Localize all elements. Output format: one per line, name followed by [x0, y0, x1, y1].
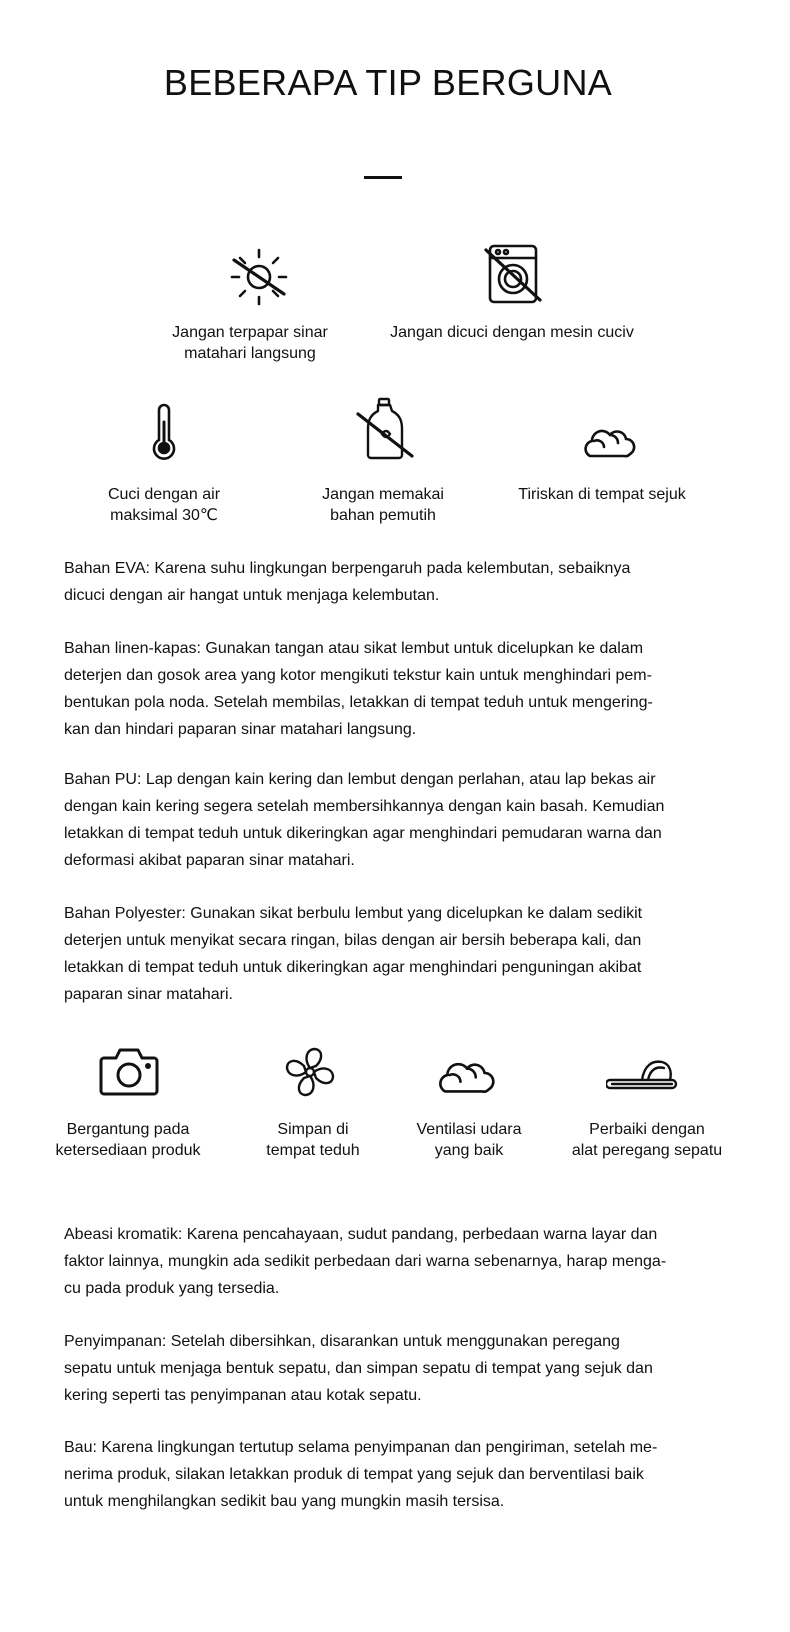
- cloud-icon: [434, 1050, 500, 1098]
- storage-label-stretcher: Perbaiki dengan alat peregang sepatu: [571, 1121, 723, 1159]
- page-title: BEBERAPA TIP BERGUNA: [163, 62, 613, 103]
- paragraph-eva: Bahan EVA: Karena suhu lingkungan berpengaruh pada kelembutan, sebaiknya dicuci dengan air hangat untuk menjaga kelembutan.: [64, 560, 631, 604]
- note-chromatic: Abeasi kromatik: Karena pencahayaan, sudut pandang, perbedaan warna layar dan faktor lainnya, mungkin ada sedikit perbedaan dari warna sebenarnya, harap menga- cu pada produk yang tersedia.: [64, 1226, 667, 1297]
- storage-label-camera: Bergantung pada ketersediaan produk: [55, 1121, 201, 1159]
- fan-icon: [282, 1044, 338, 1100]
- paragraph-linen-cotton: Bahan linen-kapas: Gunakan tangan atau sikat lembut untuk dicelupkan ke dalam deterjen dan gosok area yang kotor mengikuti tekstur kain untuk menghindari pem- bentukan pola noda. Setelah membilas, letakkan di tempat teduh untuk mengering- kan dan hindari paparan sinar matahari langsung.: [64, 640, 653, 738]
- storage-label-shade: Simpan di tempat teduh: [266, 1121, 360, 1159]
- no-bleach-icon: [352, 396, 418, 462]
- camera-icon: [98, 1044, 160, 1098]
- note-odor: Bau: Karena lingkungan tertutup selama penyimpanan dan pengiriman, setelah me- nerima produk, silakan letakkan produk di tempat yang sejuk dan berventilasi baik untuk menghilangkan sedikit bau yang mungkin masih tersisa.: [64, 1439, 658, 1510]
- cloud-icon: [580, 418, 640, 462]
- no-sun-icon: [228, 246, 290, 308]
- care-label-no-machine-wash: Jangan dicuci dengan mesin cuciv: [390, 324, 634, 341]
- care-label-no-bleach: Jangan memakai bahan pemutih: [322, 486, 444, 524]
- paragraph-polyester: Bahan Polyester: Gunakan sikat berbulu lembut yang dicelupkan ke dalam sedikit deterjen untuk menyikat secara ringan, bilas dengan air bersih beberapa kali, dan letakkan di tempat teduh untuk dikeringkan agar menghindari penguningan akibat paparan sinar matahari.: [64, 905, 643, 1003]
- care-label-drain-cool: Tiriskan di tempat sejuk: [518, 486, 686, 503]
- care-label-no-sun: Jangan terpapar sinar matahari langsung: [172, 324, 328, 362]
- care-label-wash-temp: Cuci dengan air maksimal 30℃: [107, 486, 221, 524]
- no-washing-machine-icon: [482, 242, 544, 306]
- note-storage: Penyimpanan: Setelah dibersihkan, disarankan untuk menggunakan peregang sepatu untuk menjaga bentuk sepatu, dan simpan sepatu di tempat yang sejuk dan kering seperti tas penyimpanan atau kotak sepatu.: [64, 1333, 653, 1404]
- storage-label-ventilation: Ventilasi udara yang baik: [416, 1121, 522, 1159]
- slipper-icon: [606, 1056, 678, 1094]
- thermometer-icon: [146, 402, 182, 462]
- paragraph-pu: Bahan PU: Lap dengan kain kering dan lembut dengan perlahan, atau lap bekas air dengan kain kering segera setelah membersihkannya dengan kain basah. Kemudian letakkan di tempat teduh untuk dikeringkan agar menghindari pemudaran warna dan deformasi akibat paparan sinar matahari.: [64, 771, 665, 869]
- title-divider: [364, 176, 402, 179]
